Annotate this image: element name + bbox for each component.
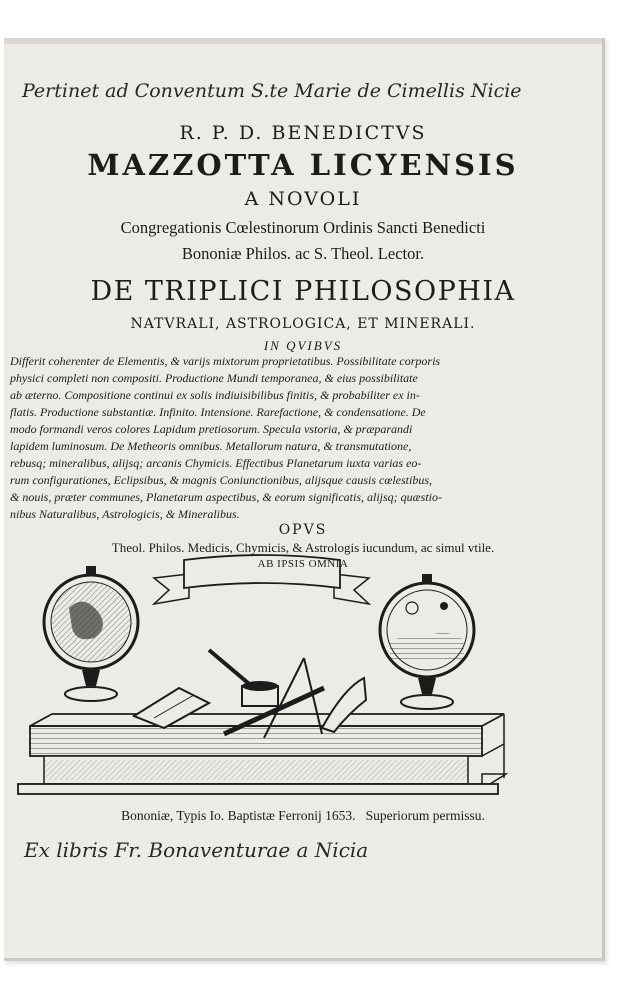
- pedestal: [18, 714, 506, 794]
- ex-libris-inscription: Ex libris Fr. Bonaventurae a Nicia: [24, 838, 369, 862]
- contents-line: nibus Naturalibus, Astrologicis, & Mineralibus.: [10, 507, 240, 521]
- position-line: Bononiæ Philos. ac S. Theol. Lector.: [181, 244, 425, 263]
- contents-line: lapidem luminosum. De Metheoris omnibus. Metallorum natura, & transmutatione,: [10, 439, 412, 453]
- contents-line: physici completi non compositi. Productione Mundi temporanea, & eius possibilitate: [10, 371, 418, 385]
- contents-line: ab æterno. Compositione continui ex solis indiuisibilibus finitis, & probabiliter ex in-: [10, 388, 420, 402]
- contents-line: rebusq; mineralibus, alijsq; arcanis Chymicis. Effectibus Planetarum iuxta varias eo-: [10, 456, 422, 470]
- contents-line: flatis. Productione substantiæ. Infinito. Intensione. Rarefactione, & condensatione. De: [10, 405, 426, 419]
- author-origin: A NOVOLI: [244, 188, 362, 210]
- motto-text: AB IPSIS OMNIA: [257, 558, 349, 570]
- contents-line: rum configurationes, Eclipsibus, & magnis Coniunctionibus, alijsque causis cœlestibus,: [10, 473, 432, 487]
- author-surname: MAZZOTTA LICYENSIS: [87, 148, 519, 182]
- contents-line: & nouis, præter communes, Planetarum aspectibus, & eorum significatis, alijsq; quæstio-: [10, 490, 442, 504]
- book-title: DE TRIPLICI PHILOSOPHIA: [90, 276, 516, 307]
- ownership-inscription: Pertinet ad Conventum S.te Marie de Cimellis Nicie: [22, 80, 522, 102]
- in-quibus-heading: IN QVIBVS: [263, 338, 343, 353]
- book-subtitle: NATVRALI, ASTROLOGICA, ET MINERALI.: [130, 316, 476, 332]
- audience-line: Theol. Philos. Medicis, Chymicis, & Astrologis iucundum, ac simul vtile.: [111, 540, 495, 555]
- opus-heading: OPVS: [278, 522, 328, 538]
- author-line: R. P. D. BENEDICTVS: [179, 122, 427, 144]
- left-globe: [44, 566, 138, 701]
- congregation-line: Congregationis Cœlestinorum Ordinis Sancti Benedicti: [120, 218, 486, 237]
- title-page: [4, 38, 605, 961]
- imprint-line: Bononiæ, Typis Io. Baptistæ Ferronij 1653. Superiorum permissu.: [121, 808, 485, 823]
- contents-line: modo formandi veros colores Lapidum pretiosorum. Specula vstoria, & præparandi: [10, 422, 413, 436]
- right-globe: [380, 574, 474, 709]
- contents-line: Differit coherenter de Elementis, & varijs mixtorum proprietatibus. Possibilitate corporis: [10, 354, 441, 368]
